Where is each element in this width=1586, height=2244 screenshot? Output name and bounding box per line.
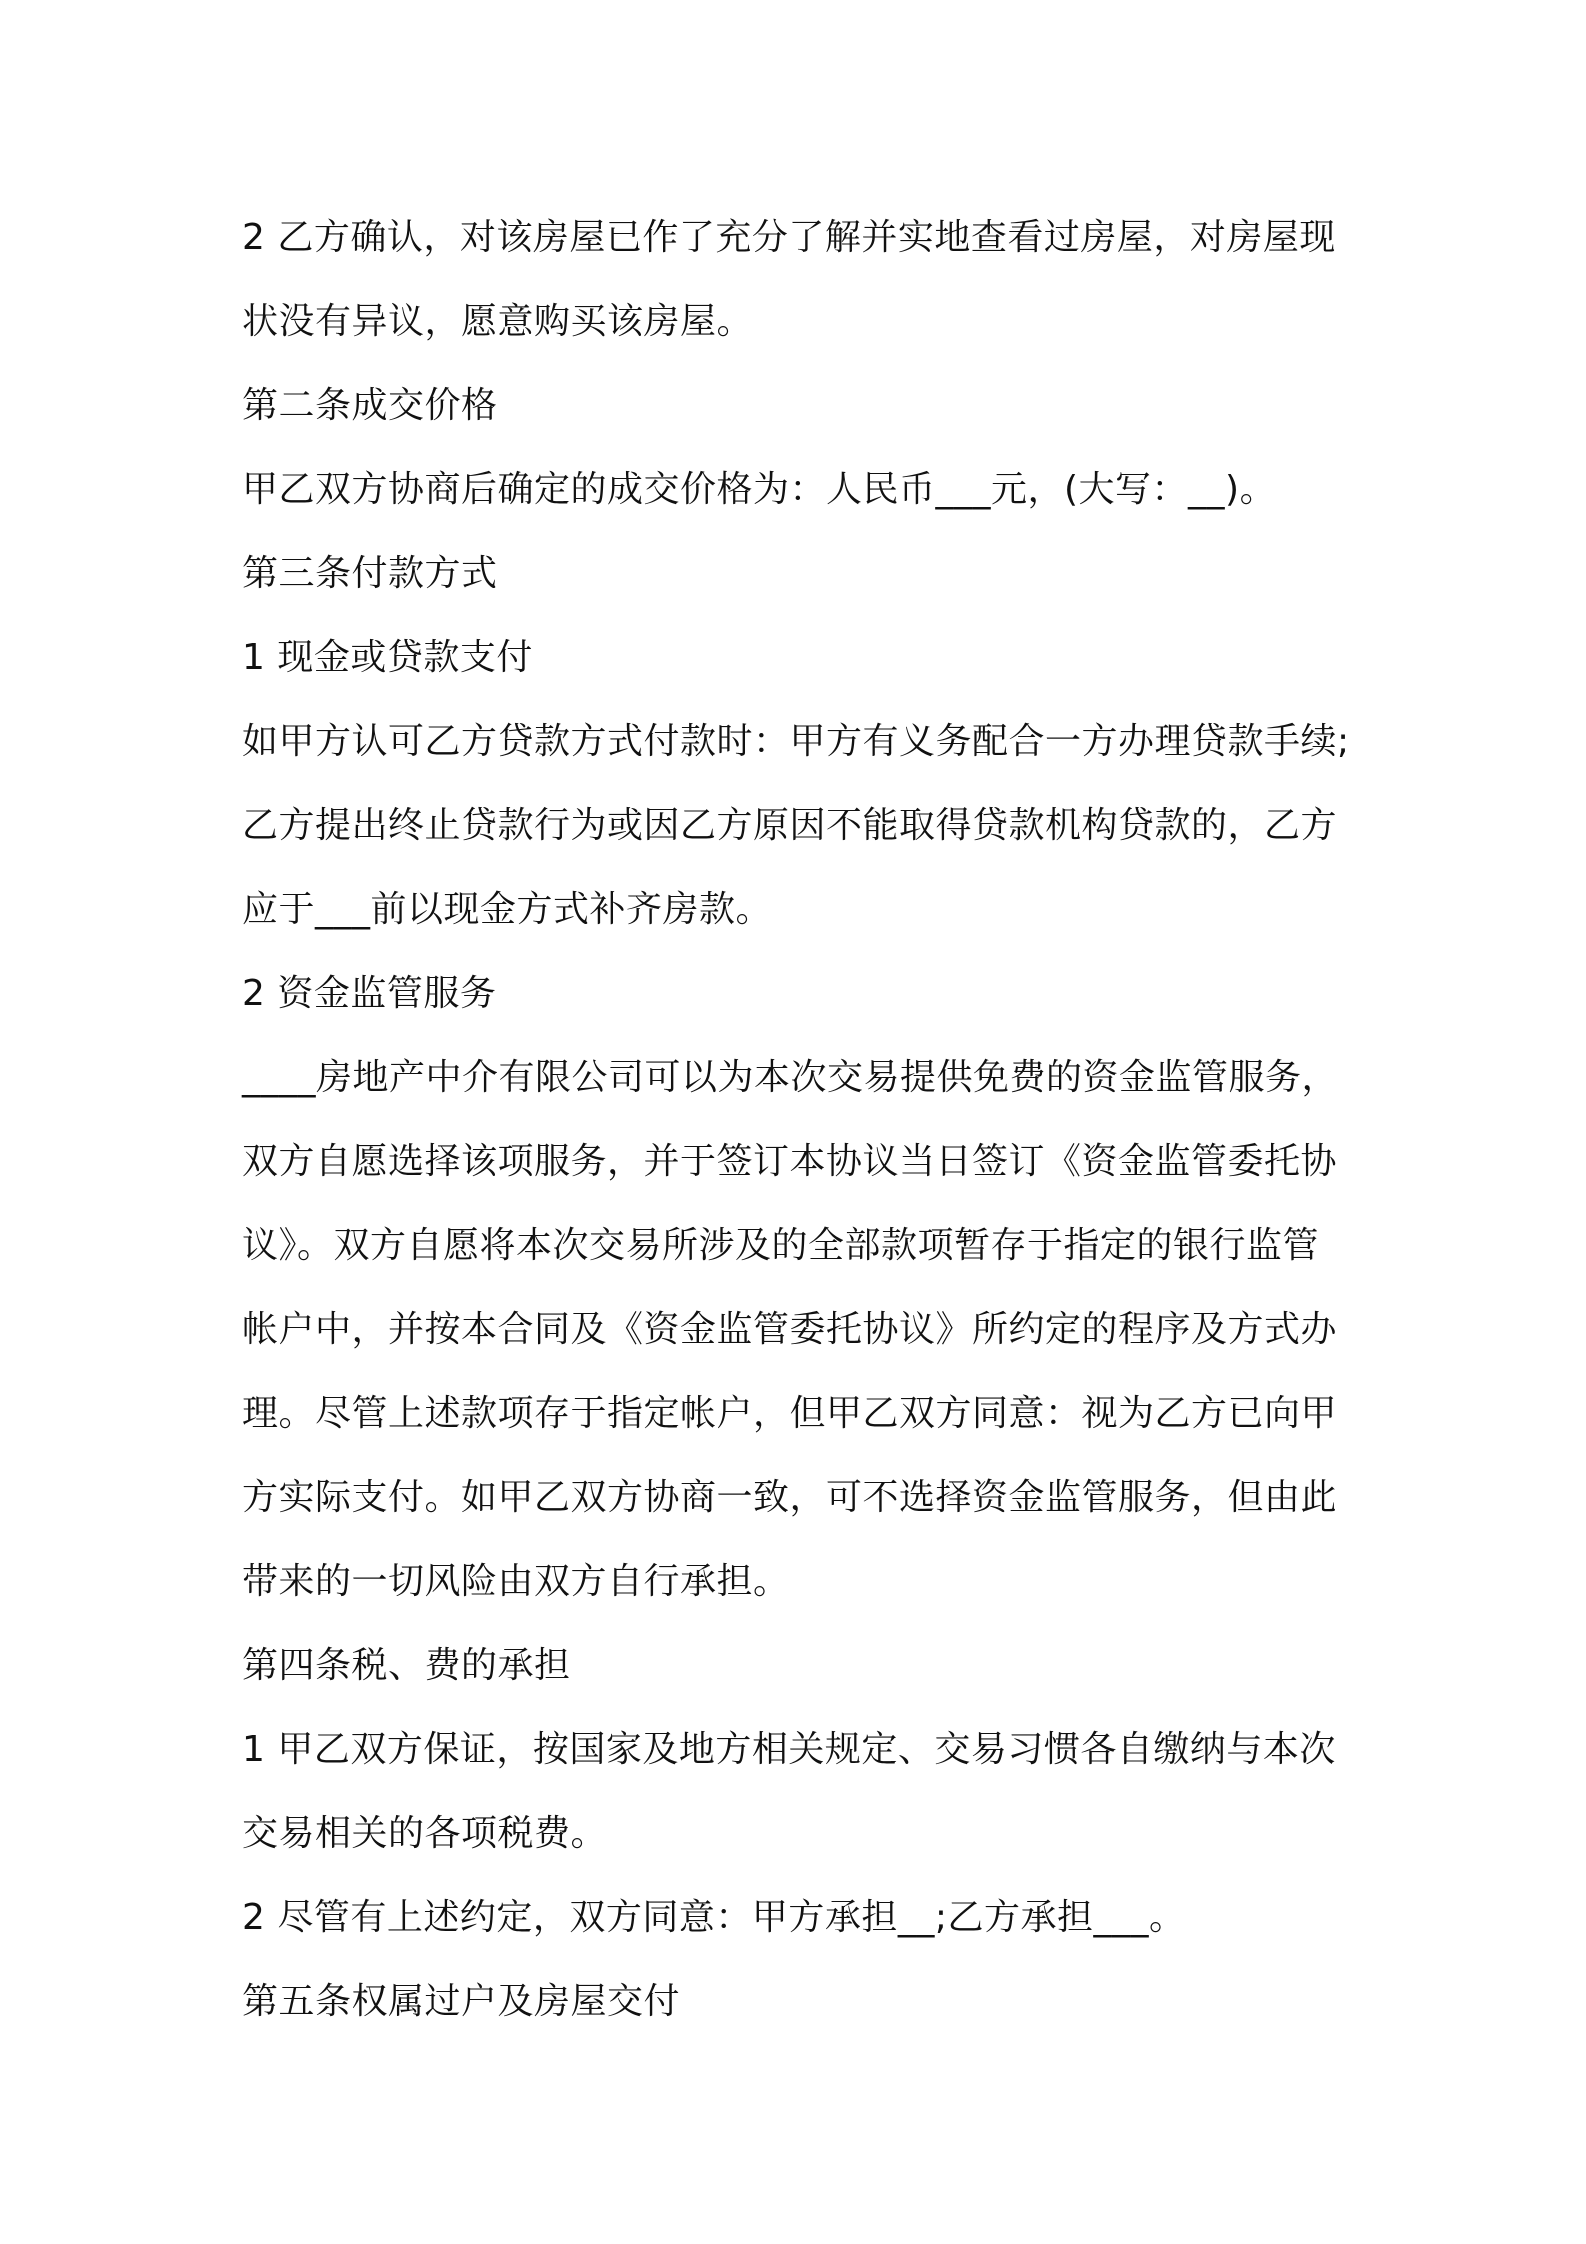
heading-article-2-price: 第二条成交价格 bbox=[242, 385, 498, 426]
paragraph-tax-obligations: 1 甲乙双方保证，按国家及地方相关规定、交易习惯各自缴纳与本次交易相关的各项税费。 bbox=[242, 1729, 1336, 1854]
document-body bbox=[242, 196, 1352, 2044]
subheading-fund-supervision: 2 资金监管服务 bbox=[242, 973, 497, 1014]
paragraph-buyer-confirmation: 2 乙方确认，对该房屋已作了充分了解并实地查看过房屋，对房屋现状没有异议，愿意购买该房屋。 bbox=[242, 217, 1336, 342]
subheading-cash-or-loan: 1 现金或贷款支付 bbox=[242, 637, 533, 678]
heading-article-4-taxes: 第四条税、费的承担 bbox=[242, 1645, 571, 1686]
paragraph-fund-supervision: ____房地产中介有限公司可以为本次交易提供免费的资金监管服务，双方自愿选择该项服务，并于签订本协议当日签订《资金监管委托协议》。双方自愿将本次交易所涉及的全部款项暂存于指定的银行监管帐户中，并按本合同及《资金监管委托协议》所约定的程序及方式办理。尽管上述款项存于指定帐户，但甲乙双方同意：视为乙方已向甲方实际支付。如甲乙双方协商一致，可不选择资金监管服务，但由此带来的一切风险由双方自行承担。 bbox=[242, 1057, 1339, 1602]
heading-article-3-payment: 第三条付款方式 bbox=[242, 553, 498, 594]
paragraph-transaction-price: 甲乙双方协商后确定的成交价格为：人民币___元，(大写：__)。 bbox=[242, 469, 1277, 510]
heading-article-5-transfer: 第五条权属过户及房屋交付 bbox=[242, 1981, 681, 2022]
paragraph-loan-terms: 如甲方认可乙方贷款方式付款时：甲方有义务配合一方办理贷款手续;乙方提出终止贷款行为或因乙方原因不能取得贷款机构贷款的，乙方应于___前以现金方式补齐房款。 bbox=[242, 721, 1350, 930]
paragraph-tax-split: 2 尽管有上述约定，双方同意：甲方承担__;乙方承担___。 bbox=[242, 1897, 1186, 1938]
